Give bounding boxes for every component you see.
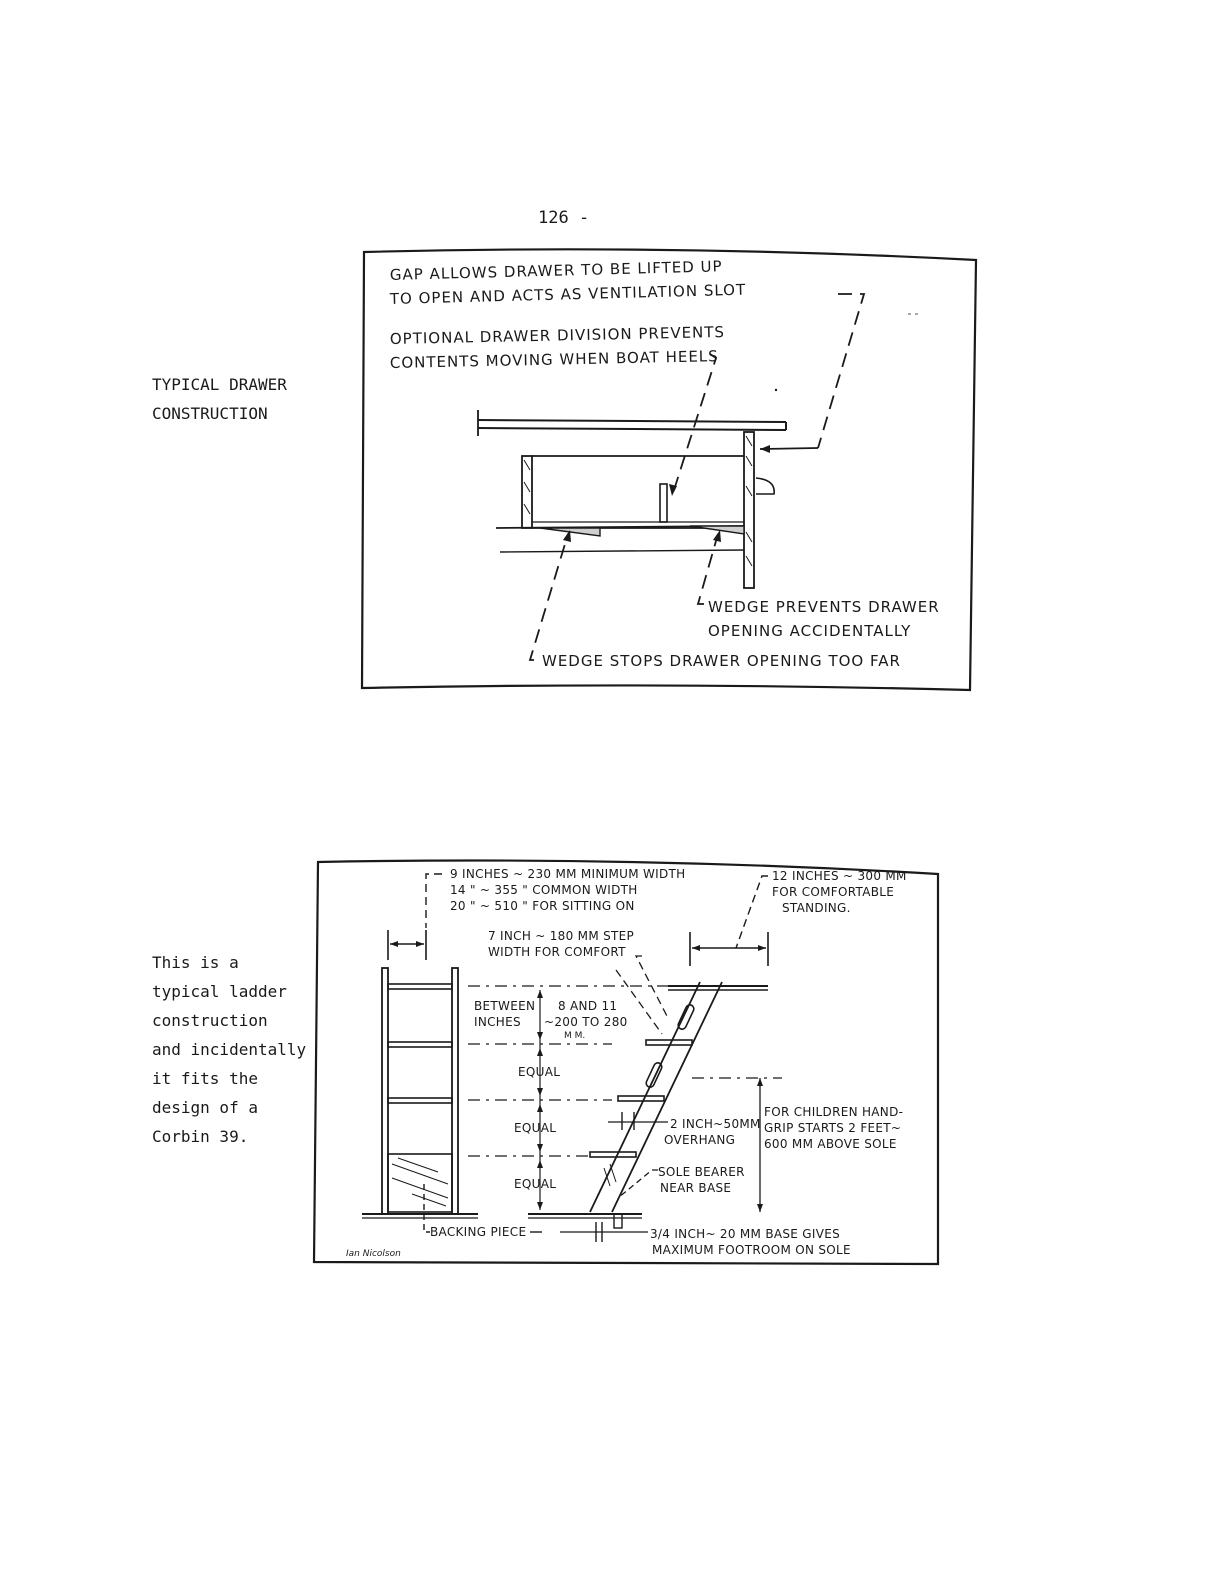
wedge-prevents-line2: OPENING ACCIDENTALLY: [708, 622, 912, 640]
range-line2: ~200 TO 280: [544, 1015, 628, 1029]
standing-line2: FOR COMFORTABLE: [772, 885, 895, 899]
children-line1: FOR CHILDREN HAND-: [764, 1105, 904, 1119]
between-line2: INCHES: [474, 1015, 521, 1029]
ladder-caption-line: Corbin 39.: [152, 1127, 249, 1146]
ladder-caption-line: This is a: [152, 953, 239, 972]
division-label-line1: OPTIONAL DRAWER DIVISION PREVENTS: [389, 322, 726, 348]
ladder-caption-line: and incidentally: [152, 1040, 307, 1059]
drawer-diagram: [360, 246, 982, 696]
drawer-caption: [152, 370, 287, 428]
drawer-construction-figure: [360, 246, 982, 696]
base-line2: MAXIMUM FOOTROOM ON SOLE: [652, 1243, 851, 1257]
sole-bearer-line1: SOLE BEARER: [658, 1165, 745, 1179]
children-line3: 600 MM ABOVE SOLE: [764, 1137, 897, 1151]
between-line1: BETWEEN: [474, 999, 536, 1013]
ladder-caption-line: construction: [152, 1011, 268, 1030]
gap-label-line2: TO OPEN AND ACTS AS VENTILATION SLOT: [389, 280, 747, 308]
page-number: 126 -: [538, 208, 590, 228]
ladder-diagram: [312, 858, 944, 1270]
drawer-caption-line: TYPICAL DRAWER: [152, 375, 287, 394]
division-label-line2: CONTENTS MOVING WHEN BOAT HEELS: [389, 347, 719, 372]
step-line2: WIDTH FOR COMFORT: [488, 945, 626, 959]
range-line1: 8 AND 11: [558, 999, 618, 1013]
equal-label-1: EQUAL: [518, 1065, 561, 1079]
backing-label: BACKING PIECE: [430, 1225, 527, 1239]
gap-label-line1: GAP ALLOWS DRAWER TO BE LIFTED UP: [389, 257, 723, 284]
ladder-caption: [152, 948, 306, 1151]
width-row2: 14 " ~ 355 " COMMON WIDTH: [450, 883, 638, 897]
ladder-caption-line: typical ladder: [152, 982, 287, 1001]
step-line1: 7 INCH ~ 180 MM STEP: [488, 929, 635, 943]
drawer-caption-line: CONSTRUCTION: [152, 404, 268, 423]
width-row1: 9 INCHES ~ 230 MM MINIMUM WIDTH: [450, 867, 686, 881]
children-line2: GRIP STARTS 2 FEET~: [764, 1121, 902, 1135]
ladder-caption-line: it fits the: [152, 1069, 258, 1088]
overhang-line2: OVERHANG: [664, 1133, 736, 1147]
wedge-prevents-line1: WEDGE PREVENTS DRAWER: [708, 598, 940, 616]
standing-line3: STANDING.: [782, 901, 851, 915]
equal-label-3: EQUAL: [514, 1177, 557, 1191]
overhang-line1: 2 INCH~50MM: [670, 1117, 761, 1131]
artist-signature: Ian Nicolson: [346, 1249, 401, 1259]
base-line1: 3/4 INCH~ 20 MM BASE GIVES: [650, 1227, 841, 1241]
wedge-stops-label: WEDGE STOPS DRAWER OPENING TOO FAR: [542, 652, 901, 670]
sole-bearer-line2: NEAR BASE: [660, 1181, 732, 1195]
width-row3: 20 " ~ 510 " FOR SITTING ON: [450, 899, 635, 913]
ladder-construction-figure: [312, 858, 944, 1270]
standing-line1: 12 INCHES ~ 300 MM: [772, 869, 907, 883]
range-line3: M M.: [564, 1031, 586, 1041]
equal-label-2: EQUAL: [514, 1121, 557, 1135]
ladder-caption-line: design of a: [152, 1098, 258, 1117]
